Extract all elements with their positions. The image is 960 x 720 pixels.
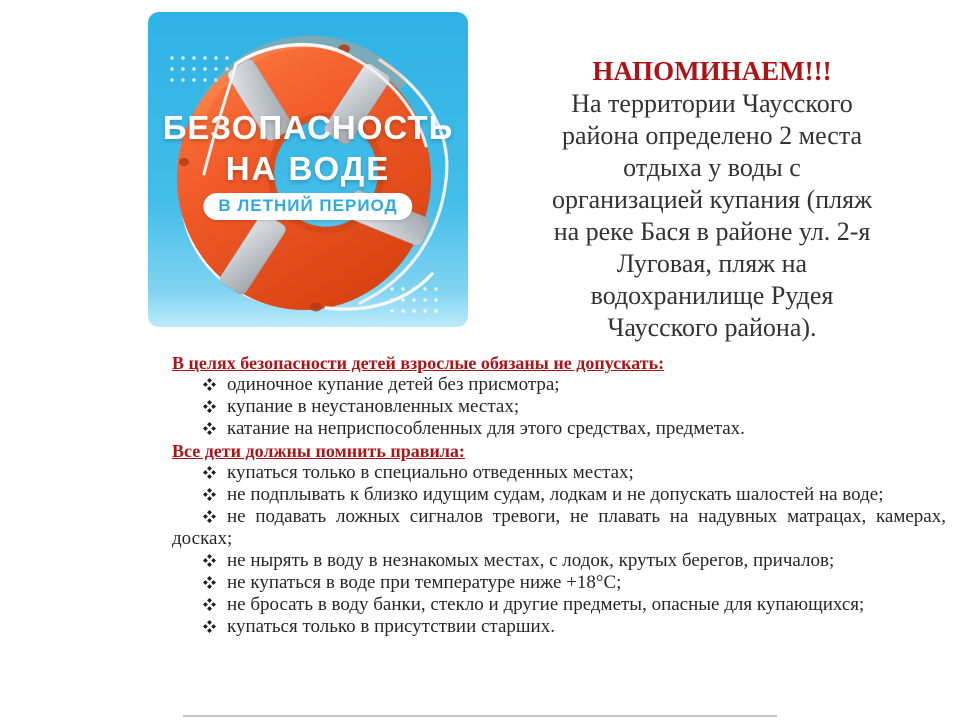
rule-text: не нырять в воду в незнакомых местах, с лодок, крутых берегов, причалов;: [227, 550, 835, 571]
bullet-icon: [203, 488, 216, 501]
rule-item: [172, 374, 946, 396]
poster-title-line2: НА ВОДЕ: [225, 150, 391, 187]
bullet-icon: [203, 620, 216, 633]
rule-item: [172, 550, 946, 572]
reminder-line: Луговая, пляж на: [616, 249, 808, 278]
rule-text: катание на неприспособленных для этого средствах, предметах.: [227, 418, 745, 439]
rule-item: [172, 616, 946, 638]
footer-line: [183, 715, 777, 717]
reminder-line: организацией купания (пляж: [551, 185, 873, 214]
bullet-icon: [203, 510, 216, 523]
lifebuoy-illustration: [148, 12, 468, 327]
rule-item: [172, 462, 946, 484]
rule-text: не подплывать к близко идущим судам, лодкам и не допускать шалостей на воде;: [227, 484, 884, 505]
poster-period-badge: В ЛЕТНИЙ ПЕРИОД: [203, 193, 412, 220]
bullet-icon: [203, 576, 216, 589]
reminder-line: отдыха у воды с: [623, 153, 801, 182]
rules-content: [172, 352, 946, 638]
rule-item: [172, 418, 946, 440]
bullet-icon: [203, 598, 216, 611]
reminder-title: НАПОМИНАЕМ!!!: [592, 56, 832, 86]
water-safety-poster: [148, 12, 468, 327]
rule-item: [172, 594, 946, 616]
bullet-icon: [203, 400, 216, 413]
rule-text: не бросать в воду банки, стекло и другие предметы, опасные для купающихся;: [227, 594, 865, 615]
bullet-icon: [203, 554, 216, 567]
rule-text: купание в неустановленных местах;: [227, 396, 520, 417]
rule-item: [172, 484, 946, 506]
rule-item: [172, 506, 946, 550]
reminder-line: района определено 2 места: [561, 121, 863, 150]
reminder-line: На территории Чаусского: [571, 89, 853, 118]
reminder-block: [476, 54, 948, 344]
rule-text: одиночное купание детей без присмотра;: [227, 374, 560, 395]
section-heading-children: Все дети должны помнить правила:: [172, 441, 465, 461]
rule-text: не купаться в воде при температуре ниже +18°С;: [227, 572, 622, 593]
bullet-icon: [203, 422, 216, 435]
bullet-icon: [203, 466, 216, 479]
rule-item: [172, 572, 946, 594]
rule-text: купаться только в специально отведенных местах;: [227, 462, 634, 483]
section-heading-adults: В целях безопасности детей взрослые обязаны не допускать:: [172, 353, 665, 373]
reminder-line: Чаусского района).: [607, 313, 817, 342]
reminder-line: водохранилище Рудея: [590, 281, 834, 310]
rule-item: [172, 396, 946, 418]
rule-text: купаться только в присутствии старших.: [227, 616, 555, 637]
bullet-icon: [203, 378, 216, 391]
reminder-line: на реке Бася в районе ул. 2-я: [553, 217, 871, 246]
rule-text: не подавать ложных сигналов тревоги, не плавать на надувных матрацах, камерах, досках;: [172, 506, 946, 549]
poster-title-line1: БЕЗОПАСНОСТЬ: [162, 109, 454, 146]
